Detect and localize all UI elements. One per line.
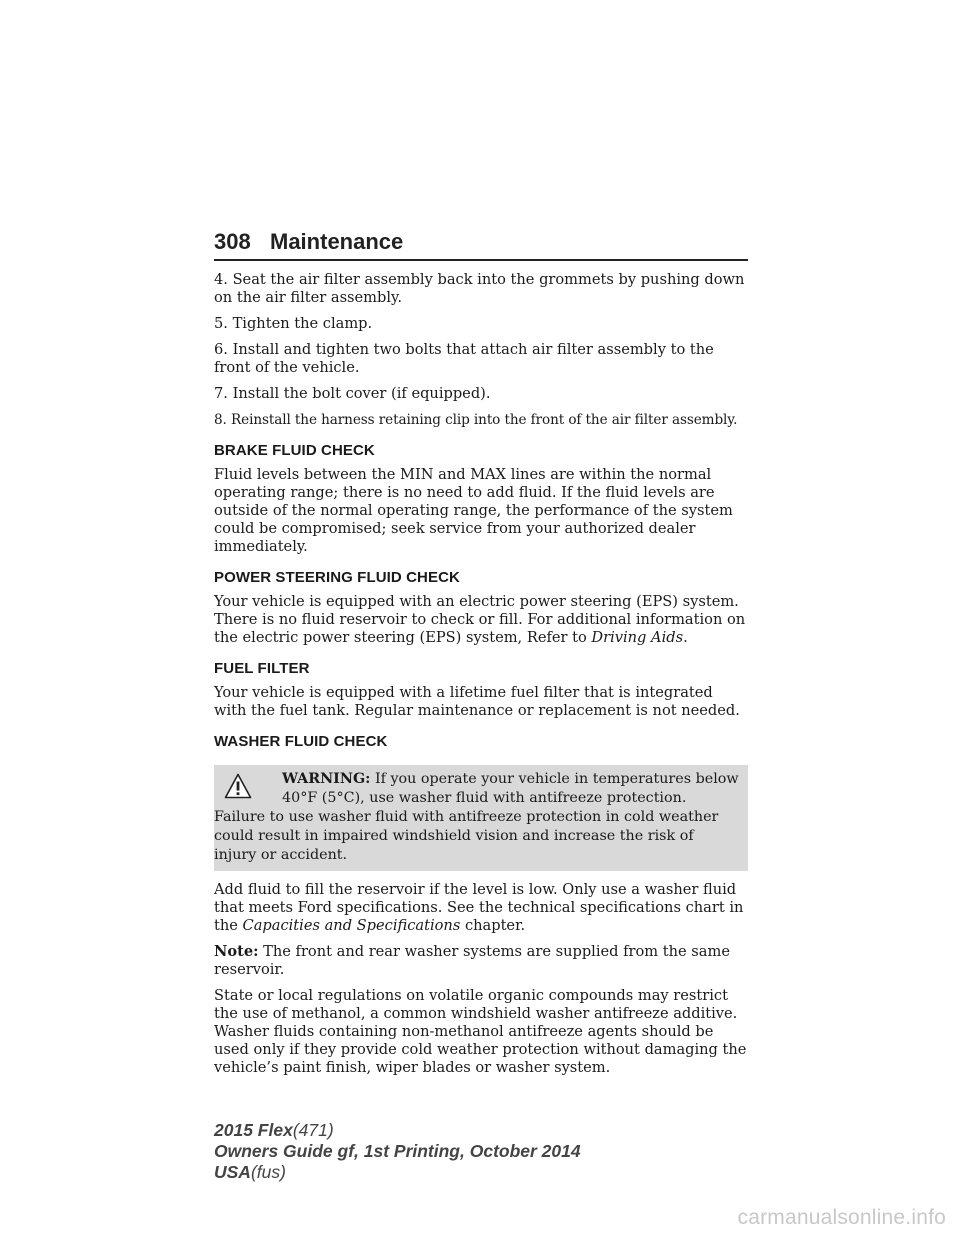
capacities-reference: Capacities and Specifications <box>242 917 461 934</box>
washer-fill-text <box>214 881 748 935</box>
warning-triangle-icon <box>224 773 252 799</box>
page-footer <box>214 1120 581 1183</box>
power-steering-body: Your vehicle is equipped with an electric power steering (EPS) system. There is no fluid reservoir to check or fill. For additional information on the electric power steering (EPS) system, Refer to <box>214 593 746 646</box>
driving-aids-reference: Driving Aids <box>591 629 684 646</box>
power-steering-period: . <box>683 629 688 646</box>
step-5: 5. Tighten the clamp. <box>214 315 373 332</box>
footer-model-code: (471) <box>292 1120 334 1140</box>
section-title: Maintenance <box>270 229 404 254</box>
footer-line-3 <box>214 1162 581 1183</box>
warning-text: If you operate your vehicle in temperatures below 40°F (5°C), use washer fluid with antifreeze protection. Failure to use washer fluid with antifreeze protection in cold weather could result in impaired windshield vision and increase the risk of injury or accident. <box>214 771 739 863</box>
fuel-filter-heading: FUEL FILTER <box>214 660 310 677</box>
note-label: Note: <box>214 943 259 960</box>
footer-line-2: Owners Guide gf, 1st Printing, October 2014 <box>214 1141 581 1161</box>
step-7: 7. Install the bolt cover (if equipped). <box>214 385 491 402</box>
washer-fluid-heading: WASHER FLUID CHECK <box>214 733 388 750</box>
washer-fill-end: chapter. <box>464 917 526 934</box>
warning-label: WARNING: <box>282 771 371 787</box>
watermark: carmanualsonline.info <box>737 1206 946 1229</box>
header-rule <box>214 259 748 261</box>
brake-fluid-heading: BRAKE FLUID CHECK <box>214 442 375 459</box>
brake-fluid-text: Fluid levels between the MIN and MAX lines are within the normal operating range; there is no need to add fluid. If the fluid levels are outside of the normal operating range, the performance of the system could be compromised; seek service from your authorized dealer immediately. <box>214 466 733 555</box>
step-6: 6. Install and tighten two bolts that attach air filter assembly to the front of the vehicle. <box>214 341 714 376</box>
page-header <box>214 229 748 261</box>
washer-note <box>214 943 748 979</box>
note-text: The front and rear washer systems are supplied from the same reservoir. <box>214 943 730 978</box>
regulations-text: State or local regulations on volatile organic compounds may restrict the use of methanol, a common windshield washer antifreeze additive. Washer fluids containing non-methanol antifreeze agents should be used only if they provide cold weather protection without damaging the vehicle’s paint finish, wiper blades or washer system. <box>214 987 747 1076</box>
step-8: 8. Reinstall the harness retaining clip into the front of the air filter assembly. <box>214 412 738 428</box>
page-number: 308 <box>214 229 251 254</box>
fuel-filter-text: Your vehicle is equipped with a lifetime fuel filter that is integrated with the fuel tank. Regular maintenance or replacement is not needed. <box>214 684 740 719</box>
page-content <box>214 271 748 1085</box>
footer-line-1 <box>214 1120 581 1141</box>
step-4: 4. Seat the air filter assembly back into the grommets by pushing down on the air filter assembly. <box>214 271 745 306</box>
power-steering-text <box>214 593 748 647</box>
power-steering-heading: POWER STEERING FLUID CHECK <box>214 569 460 586</box>
washer-fill-body: Add fluid to fill the reservoir if the level is low. Only use a washer fluid that meets Ford specifications. See the technical specifications chart in the <box>214 881 744 934</box>
footer-market: USA <box>214 1162 251 1182</box>
footer-market-code: (fus) <box>250 1162 286 1182</box>
warning-box <box>214 765 748 871</box>
footer-model: 2015 Flex <box>214 1120 293 1140</box>
